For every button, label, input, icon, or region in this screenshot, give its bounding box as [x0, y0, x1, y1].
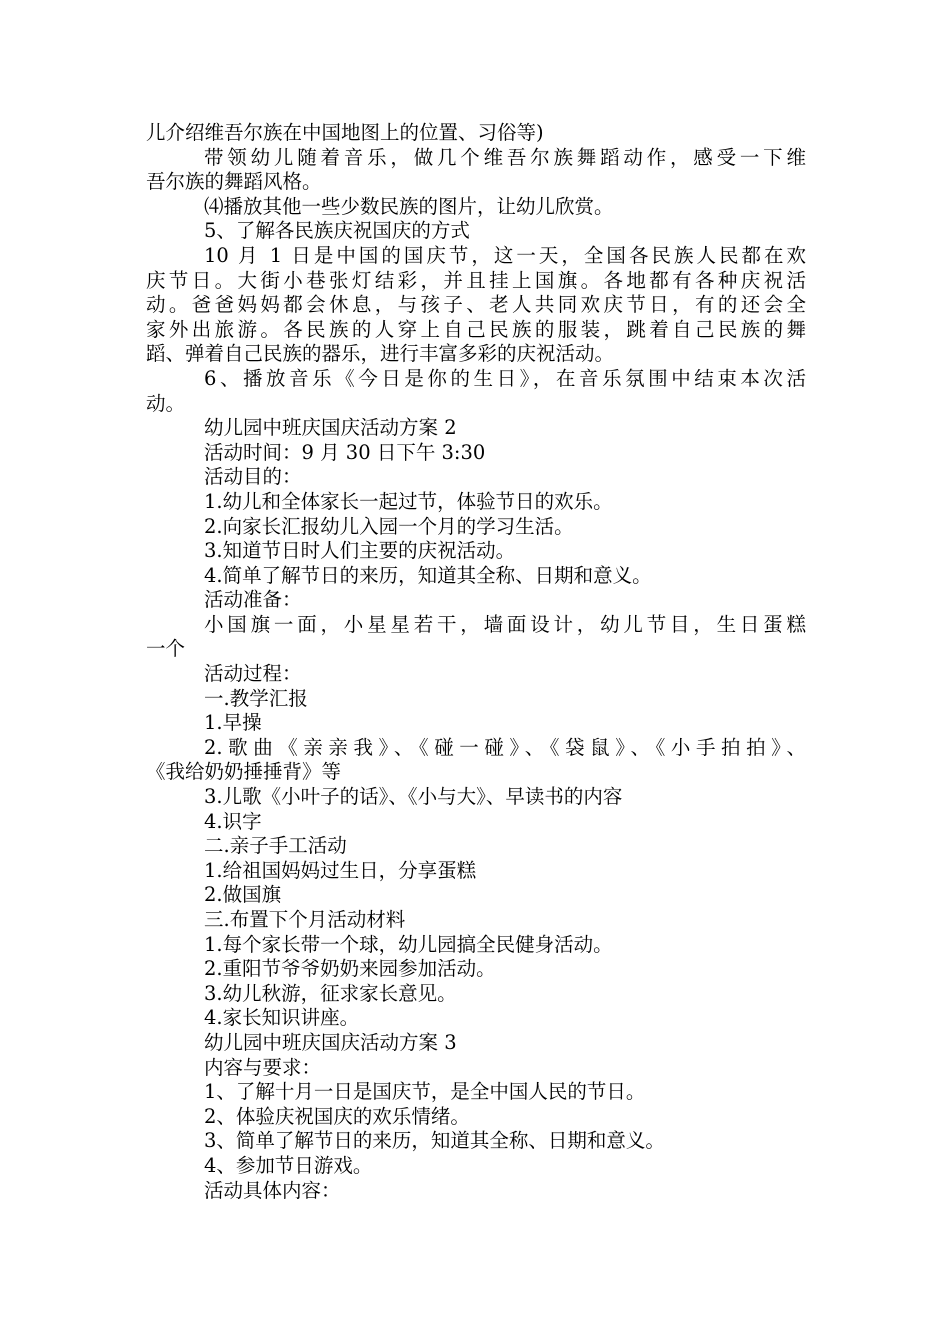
text-line: 2.做国旗: [204, 883, 282, 907]
text-line: 蹈、弹着自己民族的器乐，进行丰富多彩的庆祝活动。: [146, 342, 615, 366]
text-line: 三.布置下个月活动材料: [204, 908, 406, 931]
text-line: 动。: [146, 391, 186, 415]
text-line: 2.向家长汇报幼儿入园一个月的学习生活。: [204, 514, 574, 538]
text-line: 活动具体内容：: [204, 1178, 341, 1202]
text-line: 内容与要求：: [204, 1055, 322, 1079]
text-line: 家外出旅游。各民族的人穿上自己民族的服装，跳着自己民族的舞: [146, 317, 806, 341]
text-line: 6、播放音乐《今日是你的生日》，在音乐氛围中结束本次活: [204, 366, 806, 390]
text-line: 1.早操: [204, 711, 262, 735]
text-line: 4.识字: [204, 809, 262, 833]
text-line: 4.简单了解节日的来历，知道其全称、日期和意义。: [204, 563, 652, 587]
document-page: [146, 121, 806, 1203]
text-line: 活动过程：: [204, 662, 302, 686]
text-line: 二.亲子手工活动: [204, 834, 347, 858]
text-line: 5、了解各民族庆祝国庆的方式: [204, 219, 470, 243]
text-line: ⑷播放其他一些少数民族的图片，让幼儿欣赏。: [204, 194, 614, 218]
text-line: 庆节日。大街小巷张灯结彩，并且挂上国旗。各地都有各种庆祝活: [146, 268, 806, 292]
text-line: 4.家长知识讲座。: [204, 1006, 360, 1030]
text-line: 幼儿园中班庆国庆活动方案 3: [204, 1030, 457, 1054]
text-line: 3.知道节日时人们主要的庆祝活动。: [204, 539, 516, 563]
text-line: 《我给奶奶捶捶背》等: [146, 760, 342, 784]
text-line: 3、简单了解节日的来历，知道其全称、日期和意义。: [204, 1129, 665, 1153]
text-line: 小国旗一面，小星星若干，墙面设计，幼儿节目，生日蛋糕: [204, 612, 806, 636]
text-line: 3.幼儿秋游，征求家长意见。: [204, 981, 457, 1005]
text-line: 吾尔族的舞蹈风格。: [146, 170, 322, 194]
text-line: 动。爸爸妈妈都会休息，与孩子、老人共同欢庆节日，有的还会全: [146, 293, 806, 317]
text-line: 1.幼儿和全体家长一起过节，体验节日的欢乐。: [204, 489, 613, 513]
text-line: 1.给祖国妈妈过生日，分享蛋糕: [204, 858, 477, 882]
text-line: 幼儿园中班庆国庆活动方案 2: [204, 416, 457, 440]
text-line: 带领幼儿随着音乐，做几个维吾尔族舞蹈动作，感受一下维: [204, 145, 806, 169]
text-line: 儿介绍维吾尔族在中国地图上的位置、习俗等): [146, 121, 544, 144]
text-line: 10 月 1 日是中国的国庆节，这一天，全国各民族人民都在欢: [204, 243, 806, 267]
text-line: 活动准备：: [204, 588, 302, 612]
text-line: 活动目的：: [204, 465, 302, 489]
text-line: 2、体验庆祝国庆的欢乐情绪。: [204, 1104, 470, 1128]
text-line: 一个: [146, 637, 186, 661]
text-line: 2.歌曲《亲亲我》、《碰一碰》、《袋鼠》、《小手拍拍》、: [204, 735, 806, 759]
text-line: 1.每个家长带一个球，幼儿园搞全民健身活动。: [204, 932, 613, 956]
text-line: 2.重阳节爷爷奶奶来园参加活动。: [204, 957, 496, 981]
text-line: 1、了解十月一日是国庆节，是全中国人民的节日。: [204, 1080, 646, 1104]
text-line: 3.儿歌《小叶子的话》、《小与大》、早读书的内容: [204, 785, 623, 809]
text-line: 活动时间：9 月 30 日下午 3:30: [204, 440, 486, 464]
text-line: 4、参加节日游戏。: [204, 1153, 373, 1177]
text-line: 一.教学汇报: [204, 686, 308, 710]
